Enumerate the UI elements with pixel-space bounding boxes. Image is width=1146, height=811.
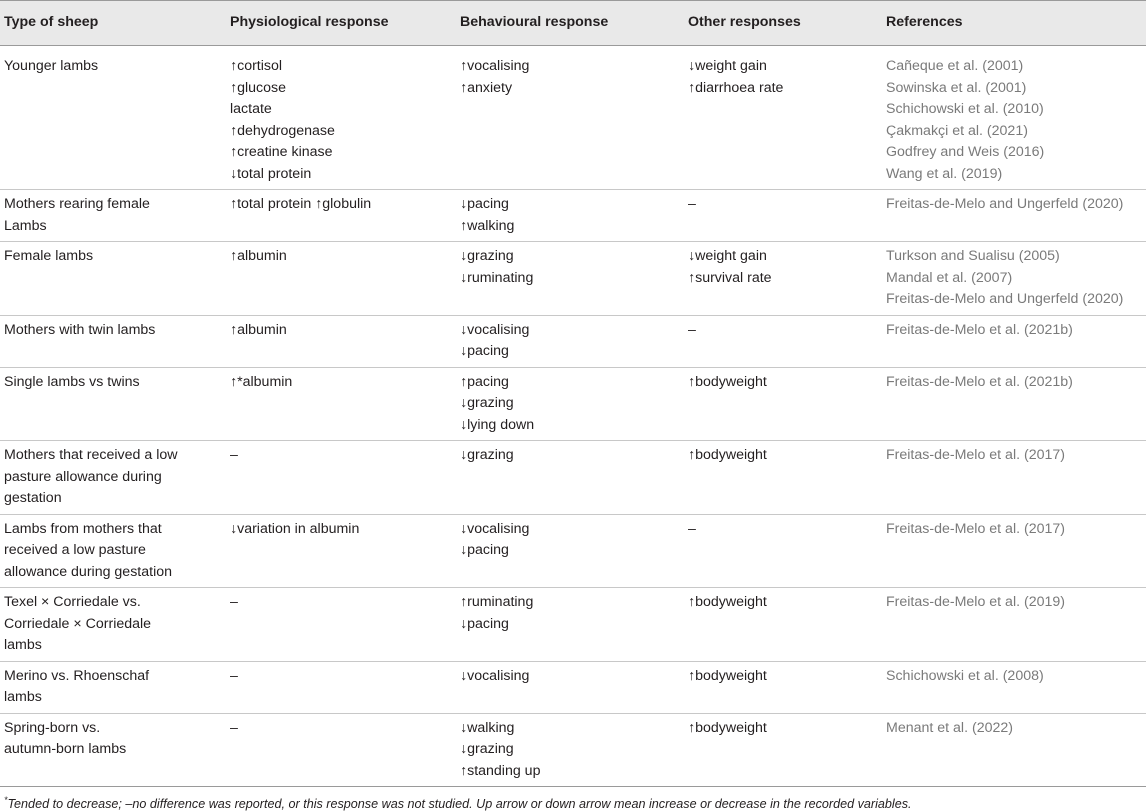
- cell-type-of-sheep: [0, 713, 226, 787]
- cell-references[interactable]: [882, 242, 1146, 316]
- cell-type-of-sheep-line: Female lambs: [4, 248, 94, 264]
- cell-behavioural-response-line: ↑ruminating: [460, 594, 534, 610]
- cell-other-responses-line: ↑diarrhoea rate: [688, 79, 784, 96]
- cell-other-responses: [684, 242, 882, 316]
- cell-type-of-sheep-line: Merino vs. Rhoenschaf: [4, 667, 150, 684]
- cell-references[interactable]: [882, 441, 1146, 515]
- header-references: References: [882, 1, 1146, 46]
- cell-behavioural-response-line: ↓lying down: [460, 416, 535, 433]
- cell-behavioural-response-line: ↑pacing: [460, 373, 509, 390]
- cell-type-of-sheep-line: pasture allowance during: [4, 468, 162, 485]
- cell-behavioural-response: [456, 514, 684, 588]
- cell-behavioural-response-line: ↑walking: [460, 217, 515, 234]
- cell-type-of-sheep-line: Mothers rearing female: [4, 196, 150, 212]
- cell-other-responses-line: ↓weight gain: [688, 248, 767, 264]
- cell-behavioural-response: [456, 661, 684, 713]
- cell-type-of-sheep: [0, 315, 226, 367]
- cell-behavioural-response-line: ↓pacing: [460, 196, 509, 212]
- cell-behavioural-response-line: ↓ruminating: [460, 269, 534, 286]
- cell-type-of-sheep: [0, 190, 226, 242]
- cell-physiological-response: [226, 661, 456, 713]
- cell-physiological-response-line: –: [230, 447, 238, 463]
- cell-behavioural-response: [456, 588, 684, 662]
- cell-type-of-sheep: [0, 367, 226, 441]
- cell-other-responses-line: –: [688, 520, 696, 537]
- cell-physiological-response-line: –: [230, 667, 238, 684]
- cell-physiological-response-line: ↑*albumin: [230, 373, 293, 390]
- cell-physiological-response: [226, 588, 456, 662]
- cell-other-responses: [684, 190, 882, 242]
- cell-type-of-sheep-line: allowance during gestation: [4, 563, 172, 580]
- cell-behavioural-response: [456, 315, 684, 367]
- cell-physiological-response-line: –: [230, 719, 238, 736]
- cell-physiological-response-line: ↑total protein ↑globulin: [230, 196, 372, 212]
- cell-behavioural-response-line: ↓pacing: [460, 542, 509, 558]
- cell-references[interactable]: [882, 315, 1146, 367]
- table-row: [0, 514, 1146, 588]
- table-row: [0, 441, 1146, 515]
- cell-type-of-sheep: [0, 661, 226, 713]
- cell-references-line: Schichowski et al. (2008): [886, 667, 1044, 684]
- cell-behavioural-response: [456, 713, 684, 787]
- cell-other-responses: [684, 315, 882, 367]
- table-row: [0, 190, 1146, 242]
- cell-behavioural-response: [456, 242, 684, 316]
- table-footnote: [0, 787, 1146, 811]
- cell-physiological-response-line: ↑cortisol: [230, 58, 283, 74]
- cell-physiological-response: [226, 367, 456, 441]
- cell-physiological-response: [226, 441, 456, 515]
- cell-behavioural-response-line: ↓vocalising: [460, 520, 530, 537]
- cell-physiological-response-line: ↑glucose: [230, 79, 286, 96]
- cell-other-responses: [684, 367, 882, 441]
- cell-type-of-sheep-line: Lambs: [4, 217, 47, 234]
- cell-other-responses-line: –: [688, 196, 696, 212]
- cell-type-of-sheep-line: Texel × Corriedale vs.: [4, 594, 141, 610]
- cell-physiological-response: [226, 46, 456, 190]
- cell-behavioural-response-line: ↓walking: [460, 719, 515, 736]
- cell-references-line: Freitas-de-Melo et al. (2017): [886, 447, 1065, 463]
- cell-physiological-response-line: ↓variation in albumin: [230, 520, 360, 537]
- cell-physiological-response-line: ↑creatine kinase: [230, 144, 333, 160]
- cell-behavioural-response-line: ↓pacing: [460, 615, 509, 632]
- cell-physiological-response-line: ↑albumin: [230, 248, 287, 264]
- cell-behavioural-response: [456, 367, 684, 441]
- cell-type-of-sheep-line: autumn-born lambs: [4, 741, 127, 757]
- cell-behavioural-response-line: ↓grazing: [460, 395, 514, 411]
- cell-references-line: Freitas-de-Melo and Ungerfeld (2020): [886, 291, 1124, 307]
- cell-references-line: Sowinska et al. (2001): [886, 79, 1027, 96]
- cell-type-of-sheep: [0, 46, 226, 190]
- cell-references-line: Menant et al. (2022): [886, 719, 1013, 736]
- cell-type-of-sheep-line: lambs: [4, 689, 42, 705]
- table-row: [0, 242, 1146, 316]
- header-physiological-response: Physiological response: [226, 1, 456, 46]
- table-row: [0, 315, 1146, 367]
- cell-references-line: Freitas-de-Melo et al. (2021b): [886, 321, 1073, 338]
- cell-type-of-sheep: [0, 588, 226, 662]
- cell-other-responses: [684, 588, 882, 662]
- cell-physiological-response-line: ↑dehydrogenase: [230, 122, 335, 139]
- cell-references[interactable]: [882, 514, 1146, 588]
- cell-physiological-response: [226, 242, 456, 316]
- cell-references-line: Çakmakçi et al. (2021): [886, 122, 1028, 139]
- cell-type-of-sheep: [0, 242, 226, 316]
- cell-type-of-sheep-line: Single lambs vs twins: [4, 373, 140, 390]
- cell-references[interactable]: [882, 367, 1146, 441]
- cell-physiological-response-line: –: [230, 594, 238, 610]
- cell-physiological-response: [226, 190, 456, 242]
- cell-behavioural-response-line: ↓grazing: [460, 741, 514, 757]
- cell-other-responses-line: ↑bodyweight: [688, 719, 767, 736]
- cell-type-of-sheep-line: Younger lambs: [4, 58, 99, 74]
- cell-references[interactable]: [882, 46, 1146, 190]
- cell-type-of-sheep: [0, 514, 226, 588]
- cell-behavioural-response-line: ↓pacing: [460, 343, 509, 359]
- cell-other-responses-line: ↑survival rate: [688, 269, 772, 286]
- table-row: [0, 367, 1146, 441]
- table-row: [0, 46, 1146, 190]
- cell-references[interactable]: [882, 713, 1146, 787]
- cell-type-of-sheep-line: lambs: [4, 637, 42, 653]
- cell-other-responses-line: ↓weight gain: [688, 58, 767, 74]
- cell-physiological-response: [226, 315, 456, 367]
- cell-physiological-response-line: ↓total protein: [230, 165, 312, 182]
- cell-behavioural-response-line: ↓grazing: [460, 248, 514, 264]
- cell-other-responses: [684, 46, 882, 190]
- cell-behavioural-response: [456, 46, 684, 190]
- cell-references[interactable]: [882, 190, 1146, 242]
- cell-behavioural-response-line: ↑anxiety: [460, 79, 513, 96]
- cell-behavioural-response-line: ↓vocalising: [460, 667, 530, 684]
- cell-behavioural-response: [456, 441, 684, 515]
- cell-behavioural-response-line: ↑standing up: [460, 762, 541, 779]
- cell-behavioural-response-line: ↑vocalising: [460, 58, 530, 74]
- footnote-marker: *: [4, 794, 8, 805]
- cell-behavioural-response-line: ↓vocalising: [460, 321, 530, 338]
- cell-other-responses-line: ↑bodyweight: [688, 667, 767, 684]
- table-row: [0, 661, 1146, 713]
- header-other-responses: Other responses: [684, 1, 882, 46]
- cell-physiological-response-line: lactate: [230, 101, 272, 117]
- cell-behavioural-response: [456, 190, 684, 242]
- cell-other-responses: [684, 514, 882, 588]
- table-header: [0, 1, 1146, 46]
- cell-references[interactable]: [882, 588, 1146, 662]
- cell-references-line: Wang et al. (2019): [886, 165, 1003, 182]
- cell-type-of-sheep: [0, 441, 226, 515]
- cell-type-of-sheep-line: Spring-born vs.: [4, 719, 101, 736]
- header-row: [0, 1, 1146, 46]
- cell-references-line: Turkson and Sualisu (2005): [886, 248, 1060, 264]
- cell-references-line: Cañeque et al. (2001): [886, 58, 1024, 74]
- cell-other-responses: [684, 713, 882, 787]
- table-body: [0, 46, 1146, 787]
- cell-other-responses-line: –: [688, 321, 696, 338]
- cell-type-of-sheep-line: Mothers with twin lambs: [4, 321, 156, 338]
- cell-type-of-sheep-line: gestation: [4, 490, 62, 506]
- cell-references-line: Freitas-de-Melo et al. (2017): [886, 520, 1065, 537]
- cell-other-responses-line: ↑bodyweight: [688, 373, 767, 390]
- table-row: [0, 713, 1146, 787]
- cell-type-of-sheep-line: received a low pasture: [4, 542, 146, 558]
- cell-physiological-response: [226, 713, 456, 787]
- cell-references-line: Godfrey and Weis (2016): [886, 144, 1045, 160]
- cell-other-responses: [684, 661, 882, 713]
- cell-references[interactable]: [882, 661, 1146, 713]
- footnote-text: Tended to decrease; –no difference was reported, or this response was not studied. Up arrow or down arrow mean increase or decrease in the recorded variables.: [7, 797, 912, 811]
- cell-references-line: Schichowski et al. (2010): [886, 101, 1044, 117]
- cell-references-line: Mandal et al. (2007): [886, 269, 1013, 286]
- table-row: [0, 588, 1146, 662]
- header-behavioural-response: Behavioural response: [456, 1, 684, 46]
- cell-type-of-sheep-line: Corriedale × Corriedale: [4, 615, 152, 632]
- cell-behavioural-response-line: ↓grazing: [460, 447, 514, 463]
- cell-references-line: Freitas-de-Melo et al. (2021b): [886, 373, 1073, 390]
- cell-other-responses-line: ↑bodyweight: [688, 594, 767, 610]
- cell-type-of-sheep-line: Mothers that received a low: [4, 447, 178, 463]
- header-type-of-sheep: Type of sheep: [0, 1, 226, 46]
- cell-references-line: Freitas-de-Melo and Ungerfeld (2020): [886, 196, 1124, 212]
- cell-other-responses: [684, 441, 882, 515]
- cell-other-responses-line: ↑bodyweight: [688, 447, 767, 463]
- cell-physiological-response: [226, 514, 456, 588]
- cell-type-of-sheep-line: Lambs from mothers that: [4, 520, 162, 537]
- cell-references-line: Freitas-de-Melo et al. (2019): [886, 594, 1065, 610]
- cell-physiological-response-line: ↑albumin: [230, 321, 287, 338]
